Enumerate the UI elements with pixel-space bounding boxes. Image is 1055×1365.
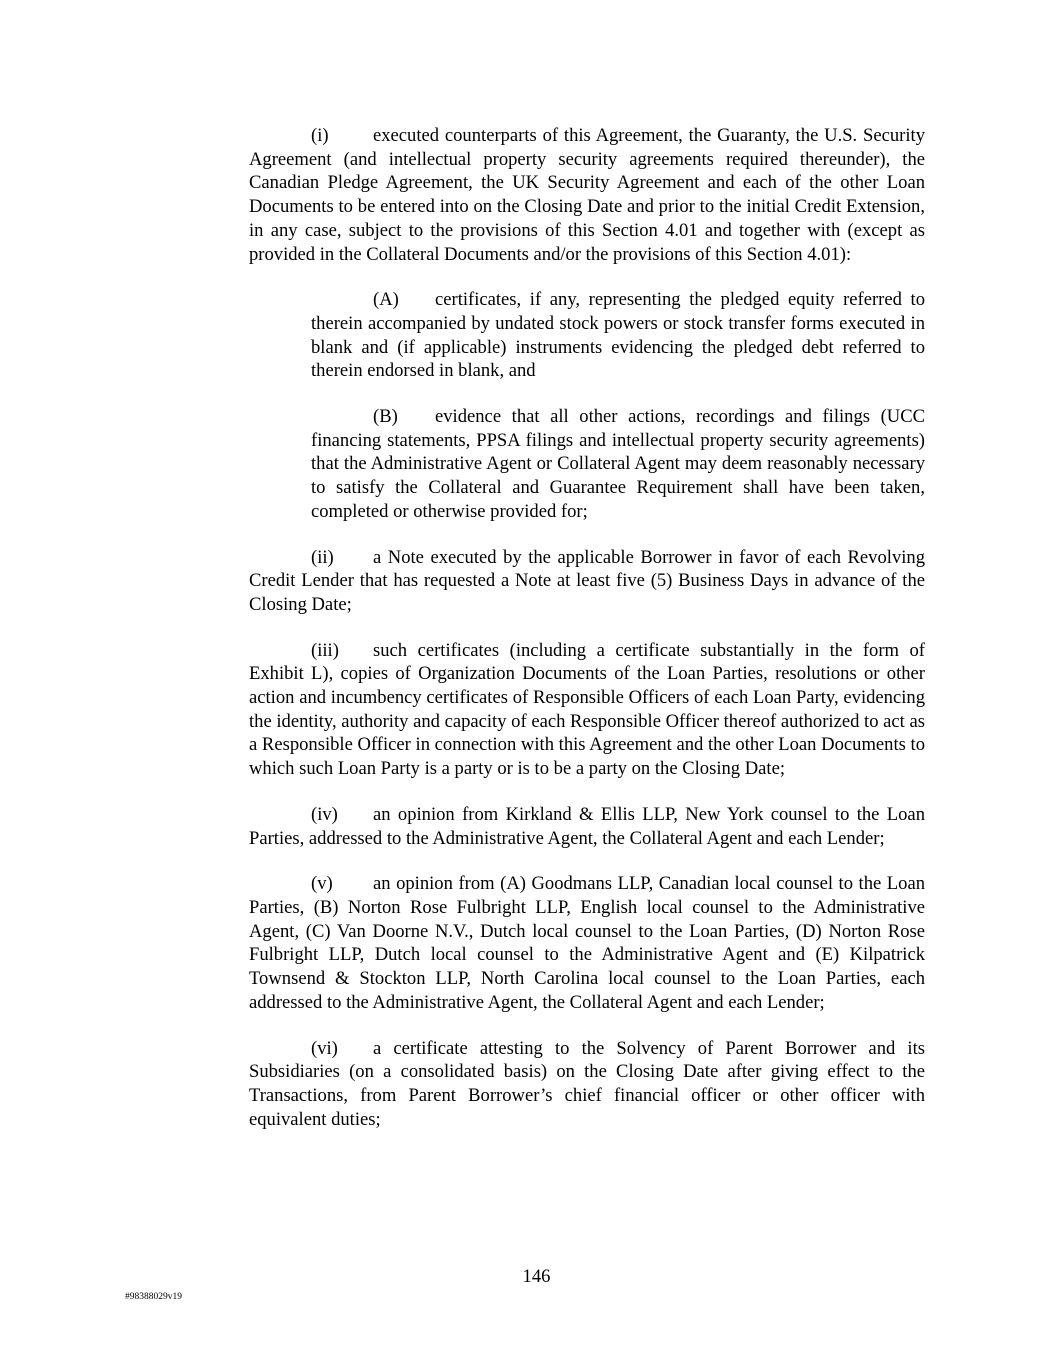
paragraph-marker: (vi): [311, 1037, 338, 1059]
paragraph-text: a Note executed by the applicable Borrower in favor of each Revolving Credit Lender that has requested a Note at least five (5) Business Days in advance of the Closing Date;: [249, 546, 925, 615]
document-id: #98388029v19: [125, 1292, 182, 1302]
paragraph-text: certificates, if any, representing the pledged equity referred to therein accompanied by undated stock powers or stock transfer forms executed in blank and (if applicable) instruments evidencing the pledged debt referred to therein endorsed in blank, and: [311, 289, 925, 382]
paragraph-v: [249, 872, 925, 1014]
paragraph-iv: [249, 803, 925, 850]
paragraph-vi: [249, 1037, 925, 1132]
paragraph-marker: (v): [311, 873, 333, 895]
paragraph-ii: [249, 546, 925, 617]
paragraph-text: executed counterparts of this Agreement, the Guaranty, the U.S. Security Agreement (and intellectual property security agreements required thereunder), the Canadian Pledge Agreement, the UK Security Agreement and each of the other Loan Documents to be entered into on the Closing Date and prior to the initial Credit Extension, in any case, subject to the provisions of this Section 4.01 and together with (except as provided in the Collateral Documents and/or the provisions of this Section 4.01):: [249, 125, 925, 265]
paragraph-a: [311, 288, 925, 383]
paragraph-marker: (A): [373, 289, 399, 311]
paragraph-text: an opinion from (A) Goodmans LLP, Canadian local counsel to the Loan Parties, (B) Norton Rose Fulbright LLP, English local counsel to the Administrative Agent, (C) Van Doorne N.V., Dutch local counsel to the Loan Parties, (D) Norton Rose Fulbright LLP, Dutch local counsel to the Administrative Agent and (E) Kilpatrick Townsend & Stockton LLP, North Carolina local counsel to the Loan Parties, each addressed to the Administrative Agent, the Collateral Agent and each Lender;: [249, 873, 925, 1013]
paragraph-marker: (ii): [311, 546, 334, 568]
paragraph-i: [249, 124, 925, 266]
paragraph-iii: [249, 639, 925, 781]
paragraph-text: such certificates (including a certificate substantially in the form of Exhibit L), copies of Organization Documents of the Loan Parties, resolutions or other action and incumbency certificates of Responsible Officers of each Loan Party, evidencing the identity, authority and capacity of each Responsible Officer thereof authorized to act as a Responsible Officer in connection with this Agreement and the other Loan Documents to which such Loan Party is a party or is to be a party on the Closing Date;: [249, 639, 925, 780]
paragraph-text: an opinion from Kirkland & Ellis LLP, New York counsel to the Loan Parties, addressed to the Administrative Agent, the Collateral Agent and each Lender;: [249, 803, 925, 849]
paragraph-marker: (iv): [311, 803, 338, 825]
document-body: [249, 124, 925, 1153]
paragraph-marker: (B): [373, 406, 398, 428]
paragraph-marker: (iii): [311, 639, 339, 661]
paragraph-text: a certificate attesting to the Solvency of Parent Borrower and its Subsidiaries (on a consolidated basis) on the Closing Date after giving effect to the Transactions, from Parent Borrower’s chief financial officer or other officer with equivalent duties;: [249, 1037, 925, 1130]
paragraph-b: [311, 405, 925, 524]
paragraph-text: evidence that all other actions, recordings and filings (UCC financing statements, PPSA filings and intellectual property security agreements) that the Administrative Agent or Collateral Agent may deem reasonably necessary to satisfy the Collateral and Guarantee Requirement shall have been taken, completed or otherwise provided for;: [311, 406, 925, 522]
paragraph-marker: (i): [311, 125, 329, 146]
page-number: 146: [522, 1266, 551, 1287]
